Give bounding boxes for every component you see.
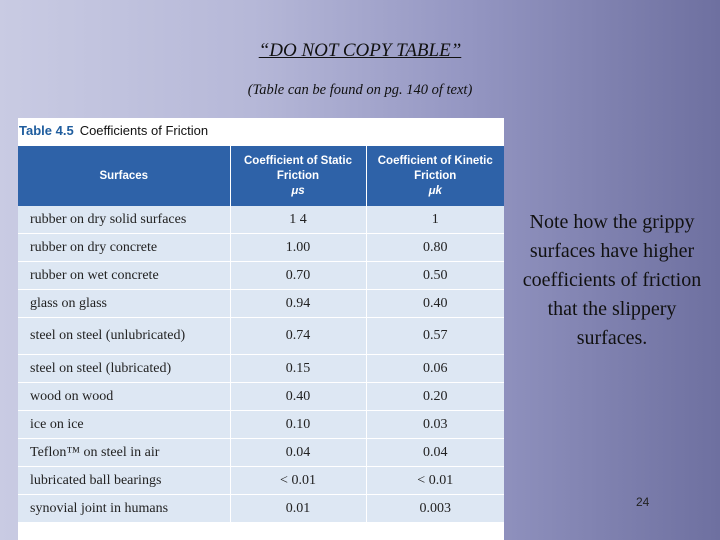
table-row [18, 262, 504, 290]
cell-surface: synovial joint in humans [18, 495, 230, 523]
cell-static: 0.01 [230, 495, 366, 523]
cell-kinetic: 0.20 [366, 383, 504, 411]
cell-static: < 0.01 [230, 467, 366, 495]
cell-surface: steel on steel (lubricated) [18, 355, 230, 383]
cell-surface: steel on steel (unlubricated) [18, 318, 230, 355]
slide-title: “DO NOT COPY TABLE” [258, 40, 462, 61]
table-row [18, 355, 504, 383]
kinetic-symbol: μk [428, 184, 442, 197]
slide-subtitle: (Table can be found on pg. 140 of text) [247, 82, 473, 98]
cell-surface: lubricated ball bearings [18, 467, 230, 495]
cell-kinetic: 0.40 [366, 290, 504, 318]
header-surfaces: Surfaces [18, 146, 230, 206]
table-row [18, 383, 504, 411]
table-caption-text: Coefficients of Friction [79, 123, 209, 138]
cell-kinetic: 0.80 [366, 234, 504, 262]
table-header-row [18, 146, 504, 206]
cell-kinetic: 1 [366, 206, 504, 234]
slide-note: Note how the grippy surfaces have higher coefficients of friction that the slippery surfaces. [522, 211, 702, 349]
cell-surface: rubber on wet concrete [18, 262, 230, 290]
cell-kinetic: 0.04 [366, 439, 504, 467]
header-kinetic: Coefficient of Kinetic Friction μk [366, 146, 504, 206]
cell-kinetic: < 0.01 [366, 467, 504, 495]
table-row [18, 467, 504, 495]
static-symbol: μs [291, 184, 305, 197]
table-row [18, 318, 504, 355]
cell-kinetic: 0.50 [366, 262, 504, 290]
cell-static: 1.00 [230, 234, 366, 262]
cell-surface: wood on wood [18, 383, 230, 411]
table-row [18, 206, 504, 234]
table-caption [18, 118, 504, 146]
cell-surface: glass on glass [18, 290, 230, 318]
cell-static: 0.40 [230, 383, 366, 411]
cell-static: 0.94 [230, 290, 366, 318]
table-caption-number: Table 4.5 [19, 123, 74, 138]
cell-kinetic: 0.003 [366, 495, 504, 523]
table-row [18, 495, 504, 523]
header-static: Coefficient of Static Friction μs [230, 146, 366, 206]
page-number: 24 [636, 495, 650, 509]
table-row [18, 439, 504, 467]
cell-kinetic: 0.57 [366, 318, 504, 355]
cell-surface: ice on ice [18, 411, 230, 439]
cell-static: 0.70 [230, 262, 366, 290]
cell-kinetic: 0.06 [366, 355, 504, 383]
friction-table [18, 146, 504, 523]
cell-static: 0.04 [230, 439, 366, 467]
cell-static: 0.10 [230, 411, 366, 439]
table-row [18, 290, 504, 318]
friction-table-image [18, 118, 504, 540]
table-row [18, 411, 504, 439]
cell-static: 1 4 [230, 206, 366, 234]
cell-static: 0.74 [230, 318, 366, 355]
cell-kinetic: 0.03 [366, 411, 504, 439]
cell-surface: rubber on dry solid surfaces [18, 206, 230, 234]
cell-surface: rubber on dry concrete [18, 234, 230, 262]
table-row [18, 234, 504, 262]
cell-surface: Teflon™ on steel in air [18, 439, 230, 467]
cell-static: 0.15 [230, 355, 366, 383]
